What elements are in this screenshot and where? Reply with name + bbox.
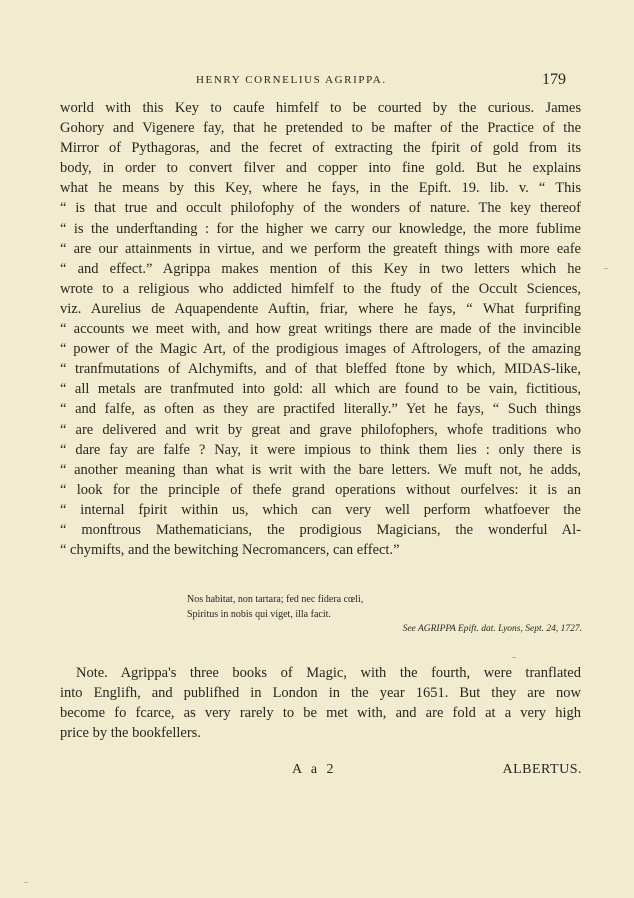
text-line: “ are our attainments in virtue, and we perform the greateft things with more eafe xyxy=(60,240,581,257)
text-line: “ is the underftanding : for the higher we carry our knowledge, the more fublime xyxy=(60,220,581,237)
note-paragraph xyxy=(60,663,581,743)
text-line: “ and falfe, as often as they are practifed literally.” Yet he fays, “ Such things xyxy=(60,401,581,418)
text-line: “ chymifts, and the bewitching Necromancers, can effect.” xyxy=(60,542,400,559)
text-line: what he means by this Key, where he fays, in the Epift. 19. lib. v. “ This xyxy=(60,180,581,197)
paper-speck xyxy=(512,657,516,658)
text-line: “ dare fay are falfe ? Nay, it were impious to think them lies : only there is xyxy=(60,441,581,458)
latin-verse: Nos habitat, non tartara; fed nec fidera cœli, xyxy=(187,594,364,605)
text-line: “ and effect.” Agrippa makes mention of this Key in two letters which he xyxy=(60,260,581,277)
paper-speck xyxy=(604,268,608,269)
text-line: “ is that true and occult philofophy of the wonders of nature. The key thereof xyxy=(60,200,581,217)
note-line: price by the bookfellers. xyxy=(60,725,201,742)
text-line: “ look for the principle of thefe grand operations without ourfelves: it is an xyxy=(60,481,581,498)
signature-mark: A a 2 xyxy=(292,762,337,777)
note-line: Note. Agrippa's three books of Magic, with the fourth, were tranflated xyxy=(76,665,581,681)
text-line: Gohory and Vigenere fay, that he pretended to be mafter of the Practice of the xyxy=(60,120,581,137)
text-line: “ monftrous Mathematicians, the prodigious Magicians, the wonderful Al- xyxy=(60,521,581,538)
catchword: ALBERTUS. xyxy=(502,762,582,777)
text-line: “ power of the Magic Art, of the prodigious images of Aftrologers, of the amazing xyxy=(60,341,581,358)
text-line: “ tranfmutations of Alchymifts, and of that bleffed ftone by which, MIDAS-like, xyxy=(60,361,581,378)
text-line: body, in order to convert filver and copper into fine gold. But he explains xyxy=(60,160,581,177)
text-line: wrote to a religious who addicted himfelf to the ftudy of the Occult Sciences, xyxy=(60,280,581,297)
text-line: “ another meaning than what is writ with the bare letters. We muft not, he adds, xyxy=(60,461,581,478)
paper-speck xyxy=(24,882,28,883)
page-number: 179 xyxy=(542,71,566,88)
text-line: Mirror of Pythagoras, and the fecret of extracting the fpirit of gold from its xyxy=(60,140,581,157)
text-line: “ internal fpirit within us, which can very well perform whatfoever the xyxy=(60,501,581,518)
latin-source: See AGRIPPA Epift. dat. Lyons, Sept. 24, 1727. xyxy=(402,624,582,634)
text-line: “ all metals are tranfmuted into gold: all which are found to be vain, fictitious, xyxy=(60,381,581,398)
latin-quotation xyxy=(187,592,582,637)
running-head: HENRY CORNELIUS AGRIPPA. xyxy=(196,74,387,86)
text-line: world with this Key to caufe himfelf to be courted by the curious. James xyxy=(60,100,581,116)
note-line: become fo fcarce, as very rarely to be met with, and are fold at a very high xyxy=(60,705,581,722)
text-line: “ are delivered and writ by great and grave philofophers, whofe traditions who xyxy=(60,421,581,438)
note-line: into Englifh, and publifhed in London in the year 1651. But they are now xyxy=(60,685,581,702)
text-line: viz. Aurelius de Aquapendente Auftin, friar, where he fays, “ What furprifing xyxy=(60,300,581,317)
main-paragraph xyxy=(60,98,581,560)
text-line: “ accounts we meet with, and how great writings there are made of the invincible xyxy=(60,321,581,338)
latin-verse: Spiritus in nobis qui viget, illa facit. xyxy=(187,609,331,620)
